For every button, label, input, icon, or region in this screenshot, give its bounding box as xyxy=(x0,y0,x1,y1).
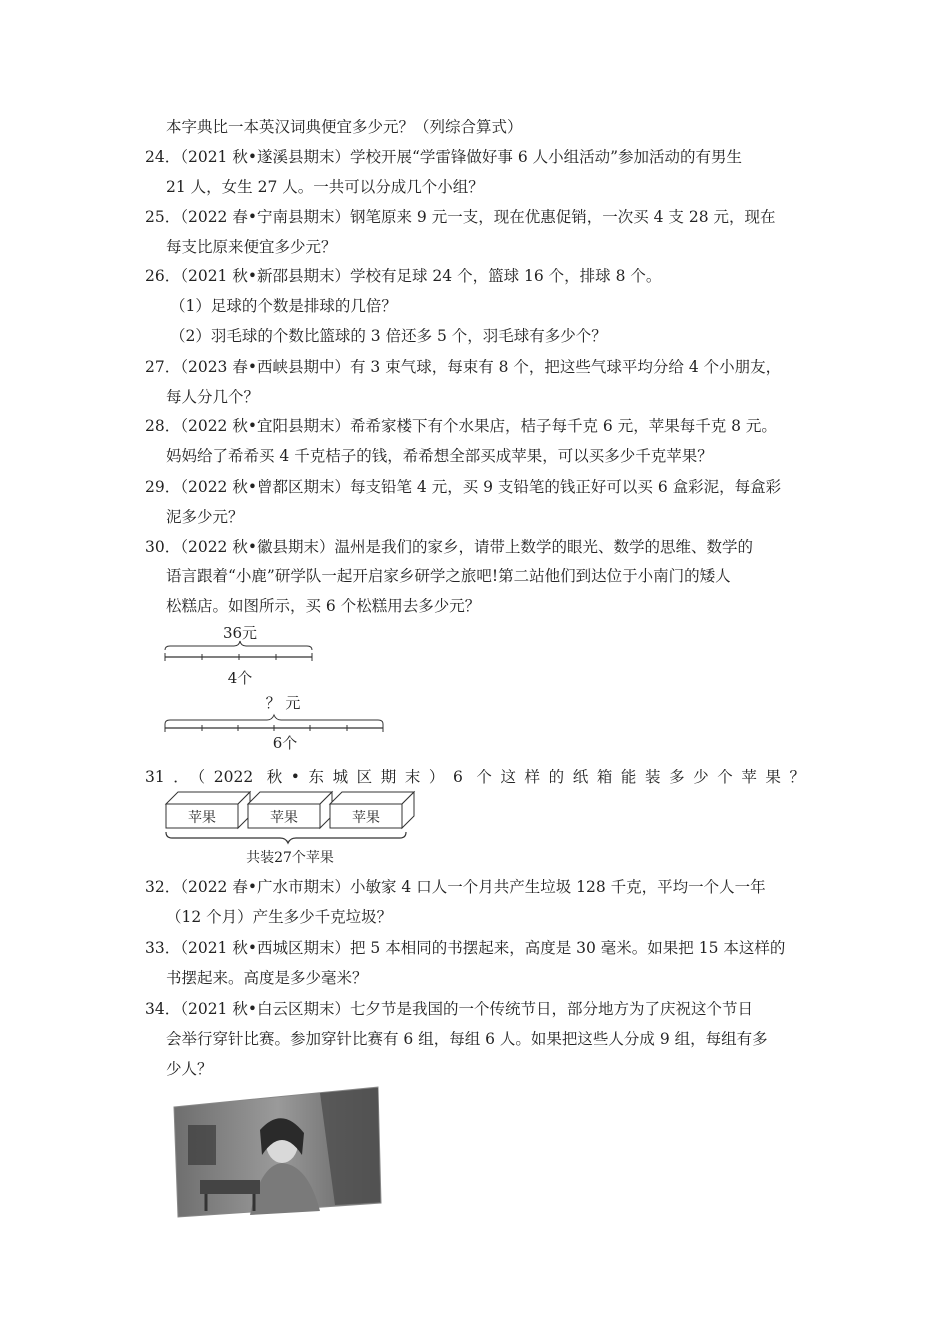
window-shape xyxy=(188,1125,216,1165)
qixi-threading-illustration xyxy=(170,1085,385,1220)
q29-line2: 泥多少元？ xyxy=(166,508,244,526)
q23-continuation: 本字典比一本英汉词典便宜多少元？（列综合算式） xyxy=(166,118,523,136)
apple-box xyxy=(248,792,332,828)
q25-line1: 25．（2022 春•宁南县期末）钢笔原来 9 元一支，现在优惠促销，一次买 4 支 28 元，现在 xyxy=(145,208,776,226)
top-count-label: 4个 xyxy=(227,669,253,687)
total-brace xyxy=(166,832,406,843)
q30-line3: 松糕店。如图所示，买 6 个松糕用去多少元？ xyxy=(166,597,481,615)
q31-boxes-diagram xyxy=(160,790,420,870)
top-brace xyxy=(165,641,312,650)
apple-box-label: 苹果 xyxy=(352,810,380,826)
apple-box xyxy=(166,792,250,828)
bottom-count-label: 6个 xyxy=(272,734,298,752)
q28-line1: 28．（2022 秋•宜阳县期末）希希家楼下有个水果店，桔子每千克 6 元，苹果每千克 8 元。 xyxy=(145,417,777,435)
q33-line2: 书摆起来。高度是多少毫米？ xyxy=(166,969,368,987)
q32-line2: （12 个月）产生多少千克垃圾？ xyxy=(166,908,393,926)
bottom-total-label: ？ 元 xyxy=(265,694,301,712)
q27-line2: 每人分几个？ xyxy=(166,388,260,406)
q33-line1: 33．（2021 秋•西城区期末）把 5 本相同的书摆起来，高度是 30 毫米。如果把 15 本这样的 xyxy=(145,939,786,957)
q30-line1: 30．（2022 秋•徽县期末）温州是我们的家乡，请带上数学的眼光、数学的思维、数学的 xyxy=(145,538,753,556)
q28-line2: 妈妈给了希希买 4 千克桔子的钱，希希想全部买成苹果，可以买多少千克苹果？ xyxy=(166,447,713,465)
bottom-brace xyxy=(165,715,383,724)
apple-box-label: 苹果 xyxy=(270,810,298,826)
q26-line1: 26．（2021 秋•新邵县期末）学校有足球 24 个，篮球 16 个，排球 8 个。 xyxy=(145,267,662,285)
total-label: 共装27个苹果 xyxy=(246,850,334,866)
q26-sub1: （1）足球的个数是排球的几倍？ xyxy=(170,297,397,315)
q31-line1: 31．（2022 秋•东城区期末）6 个这样的纸箱能装多少个苹果？ xyxy=(145,768,805,786)
q25-line2: 每支比原来便宜多少元？ xyxy=(166,238,337,256)
apple-box xyxy=(330,792,414,828)
q24-line1: 24．（2021 秋•遂溪县期末）学校开展“学雷锋做好事 6 人小组活动”参加活动的有男生 xyxy=(145,148,743,166)
top-total-label: 36元 xyxy=(222,624,258,642)
q32-line1: 32．（2022 春•广水市期末）小敏家 4 口人一个月共产生垃圾 128 千克，平均一个人一年 xyxy=(145,878,766,896)
table-shape xyxy=(200,1180,260,1194)
q27-line1: 27．（2023 春•西峡县期中）有 3 束气球，每束有 8 个，把这些气球平均分给 4 个小朋友， xyxy=(145,358,782,376)
q34-line1: 34．（2021 秋•白云区期末）七夕节是我国的一个传统节日，部分地方为了庆祝这个节日 xyxy=(145,1000,753,1018)
q24-line2: 21 人，女生 27 人。一共可以分成几个小组？ xyxy=(166,178,484,196)
q30-segment-diagram xyxy=(160,620,400,756)
q34-line3: 少人？ xyxy=(166,1060,213,1078)
apple-box-label: 苹果 xyxy=(188,810,216,826)
q30-line2: 语言跟着“小鹿”研学队一起开启家乡研学之旅吧!第二站他们到达位于小南门的矮人 xyxy=(166,567,731,585)
q34-line2: 会举行穿针比赛。参加穿针比赛有 6 组，每组 6 人。如果把这些人分成 9 组，每组有多 xyxy=(166,1030,768,1048)
q29-line1: 29．（2022 秋•曾都区期末）每支铅笔 4 元，买 9 支铅笔的钱正好可以买 6 盒彩泥，每盒彩 xyxy=(145,478,782,496)
q26-sub2: （2）羽毛球的个数比篮球的 3 倍还多 5 个，羽毛球有多少个？ xyxy=(170,327,607,345)
